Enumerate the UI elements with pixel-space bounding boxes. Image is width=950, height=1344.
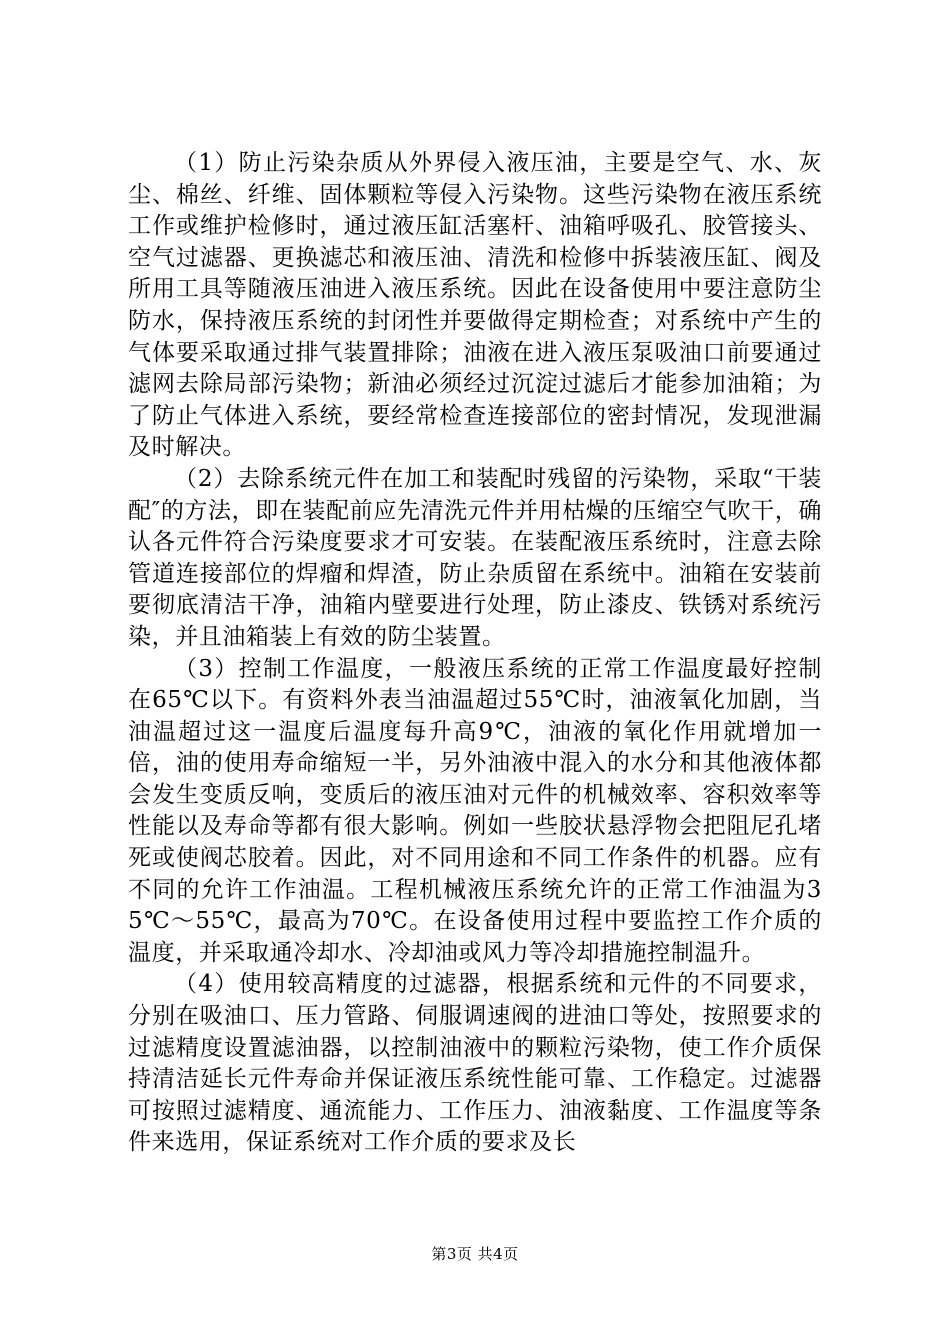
paragraph-1: （1）防止污染杂质从外界侵入液压油，主要是空气、水、灰尘、棉丝、纤维、固体颗粒等侵入污染物。这些污染物在液压系统工作或维护检修时，通过液压缸活塞杆、油箱呼吸孔、胶管接头、空气过滤器、更换滤芯和液压油、清洗和检修中拆装液压缸、阀及所用工具等随液压油进入液压系统。因此在设备使用中要注意防尘防水，保持液压系统的封闭性并要做得定期检查；对系统中产生的气体要采取通过排气装置排除；油液在进入液压泵吸油口前要通过滤网去除局部污染物；新油必须经过沉淀过滤后才能参加油箱；为了防止气体进入系统，要经常检查连接部位的密封情况，发现泄漏及时解决。: [128, 150, 822, 461]
page-footer: [0, 1244, 950, 1264]
paragraph-4: （4）使用较高精度的过滤器，根据系统和元件的不同要求，分别在吸油口、压力管路、伺服调速阀的进油口等处，按照要求的过滤精度设置滤油器，以控制油液中的颗粒污染物，使工作介质保持清洁延长元件寿命并保证液压系统性能可靠、工作稳定。过滤器可按照过滤精度、通流能力、工作压力、油液黏度、工作温度等条件来选用，保证系统对工作介质的要求及长: [128, 971, 822, 1156]
page-number-label: 第3页 共4页: [431, 1245, 519, 1263]
paragraph-3: （3）控制工作温度，一般液压系统的正常工作温度最好控制在65℃以下。有资料外表当油温超过55℃时，油液氧化加剧，当油温超过这一温度后温度每升高9℃，油液的氧化作用就增加一倍，油的使用寿命缩短一半，另外油液中混入的水分和其他液体都会发生变质反响，变质后的液压油对元件的机械效率、容积效率等性能以及寿命等都有很大影响。例如一些胶状悬浮物会把阻尼孔堵死或使阀芯胶着。因此，对不同用途和不同工作条件的机器。应有不同的允许工作油温。工程机械液压系统允许的正常工作油温为35℃～55℃，最高为70℃。在设备使用过程中要监控工作介质的温度，并采取通冷却水、冷却油或风力等冷却措施控制温升。: [128, 655, 822, 966]
paragraph-2: （2）去除系统元件在加工和装配时残留的污染物，采取“干装配″的方法，即在装配前应先清洗元件并用枯燥的压缩空气吹干，确认各元件符合污染度要求才可安装。在装配液压系统时，注意去除管道连接部位的焊瘤和焊渣，防止杂质留在系统中。油箱在安装前要彻底清洁干净，油箱内壁要进行处理，防止漆皮、铁锈对系统污染，并且油箱装上有效的防尘装置。: [128, 465, 822, 650]
document-body: [128, 148, 822, 1159]
